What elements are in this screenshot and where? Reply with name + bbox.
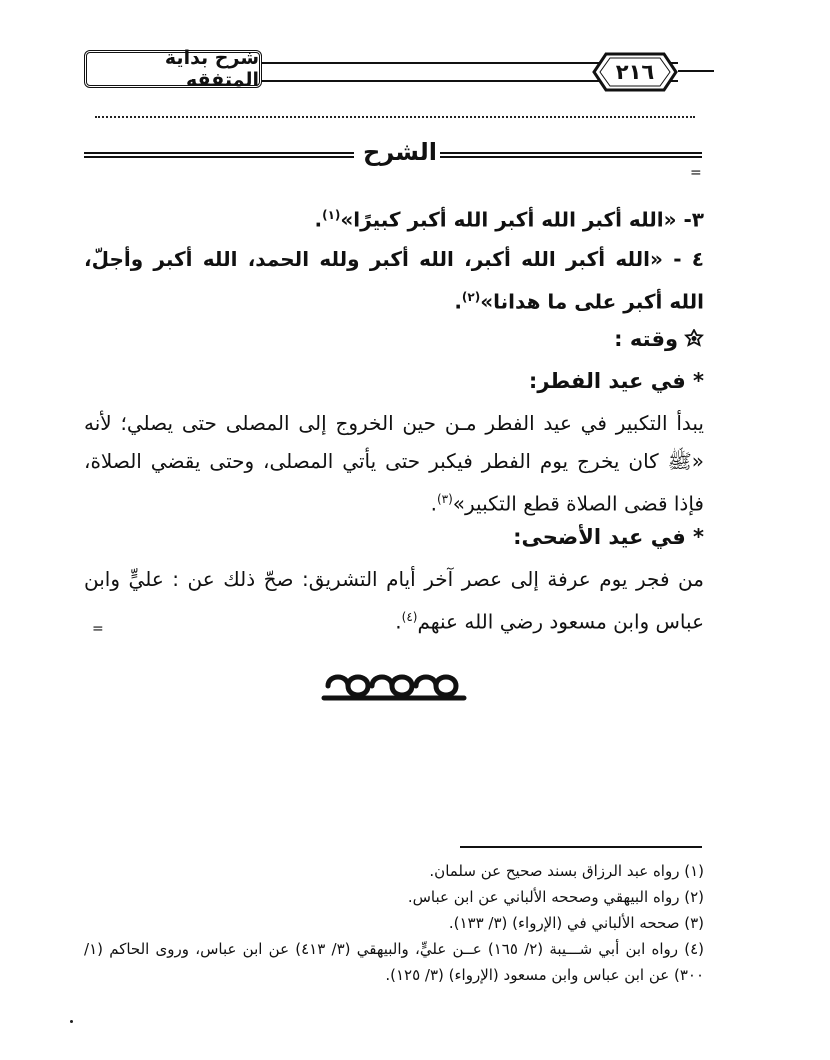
dhikr-item-4: ٤ - «الله أكبر الله أكبر، الله أكبر ولله الحمد، الله أكبر وأجلّ، الله أكبر على ما هدانا»$^{(٢)}$. (84, 247, 704, 314)
footnote-ref-1: (١) (322, 208, 341, 222)
footnote-ref-3: (٣) (436, 492, 453, 506)
footnote-ref-4: (٤) (401, 610, 418, 624)
dhikr-item-3: ٣- «الله أكبر الله أكبر الله أكبر كبيرًا»$^{(١)}$. (314, 207, 704, 232)
footnote-2: (٢) رواه البيهقي وصححه الألباني عن ابن عباس. (407, 888, 704, 906)
dotted-divider (95, 116, 695, 118)
dhikr-item-4-text: ٤ - «الله أكبر الله أكبر، الله أكبر ولله الحمد، الله أكبر وأجلّ، الله أكبر على ما هدانا» (84, 247, 704, 314)
footnote-4: (٤) رواه ابن أبي شـــيبة (٢/ ١٦٥) عــن عليٍّ، والبيهقي (٣/ ٤١٣) عن ابن عباس، وروى الحاكم (١/ ٣٠٠) عن ابن عباس وابن مسعود (الإرواء) (٣/ ١٢٥). (84, 940, 705, 984)
footnote-ref-2: (٢) (461, 290, 481, 304)
adha-paragraph: من فجر يوم عرفة إلى عصر آخر أيام التشريق: صحّ ذلك عن : عليٍّ وابن عباس وابن مسعود رضي الله عنهم$^{(٤)}$. (84, 567, 704, 634)
paragraph-mark-2: = (92, 621, 104, 637)
decorative-ornament (320, 668, 470, 704)
fitr-heading: * في عيد الفطر: (528, 369, 704, 393)
section-title: الشرح (363, 138, 437, 166)
footnote-3: (٣) صححه الألباني في (الإرواء) (٣/ ١٣٣). (448, 914, 704, 932)
header-rule-right (678, 70, 714, 72)
section-rule-right (440, 152, 702, 158)
time-heading-text: وقته : (614, 327, 678, 351)
adha-heading: * في عيد الأضحى: (513, 525, 704, 549)
stray-dot (70, 1020, 73, 1023)
flower-icon (684, 320, 704, 358)
fitr-paragraph: يبدأ التكبير في عيد الفطر مـن حين الخروج إلى المصلى حتى يصلي؛ لأنه «ﷺ كان يخرج يوم الفطر فيكبر حتى يأتي المصلى، وحتى يقضي الصلاة، فإذا قضى الصلاة قطع التكبير»$^{(٣)}$. (84, 411, 704, 516)
time-heading (84, 320, 704, 358)
fitr-paragraph-text: يبدأ التكبير في عيد الفطر مـن حين الخروج إلى المصلى حتى يصلي؛ لأنه «ﷺ كان يخرج يوم الفطر فيكبر حتى يأتي المصلى، وحتى يقضي الصلاة، فإذا قضى الصلاة قطع التكبير» (84, 411, 704, 516)
footnote-1: (١) رواه عبد الرزاق بسند صحيح عن سلمان. (429, 862, 704, 880)
running-title-text: شرح بداية المتفقه (164, 47, 259, 91)
running-title (84, 47, 262, 91)
adha-paragraph-text: من فجر يوم عرفة إلى عصر آخر أيام التشريق: صحّ ذلك عن : عليٍّ وابن عباس وابن مسعود رضي الله عنهم (84, 567, 704, 634)
page-number: ٢١٦ (615, 60, 655, 84)
section-rule-left (84, 152, 354, 158)
footnote-rule (460, 846, 702, 848)
paragraph-mark: = (690, 165, 702, 181)
dhikr-item-3-text: ٣- «الله أكبر الله أكبر الله أكبر كبيرًا» (340, 207, 704, 232)
